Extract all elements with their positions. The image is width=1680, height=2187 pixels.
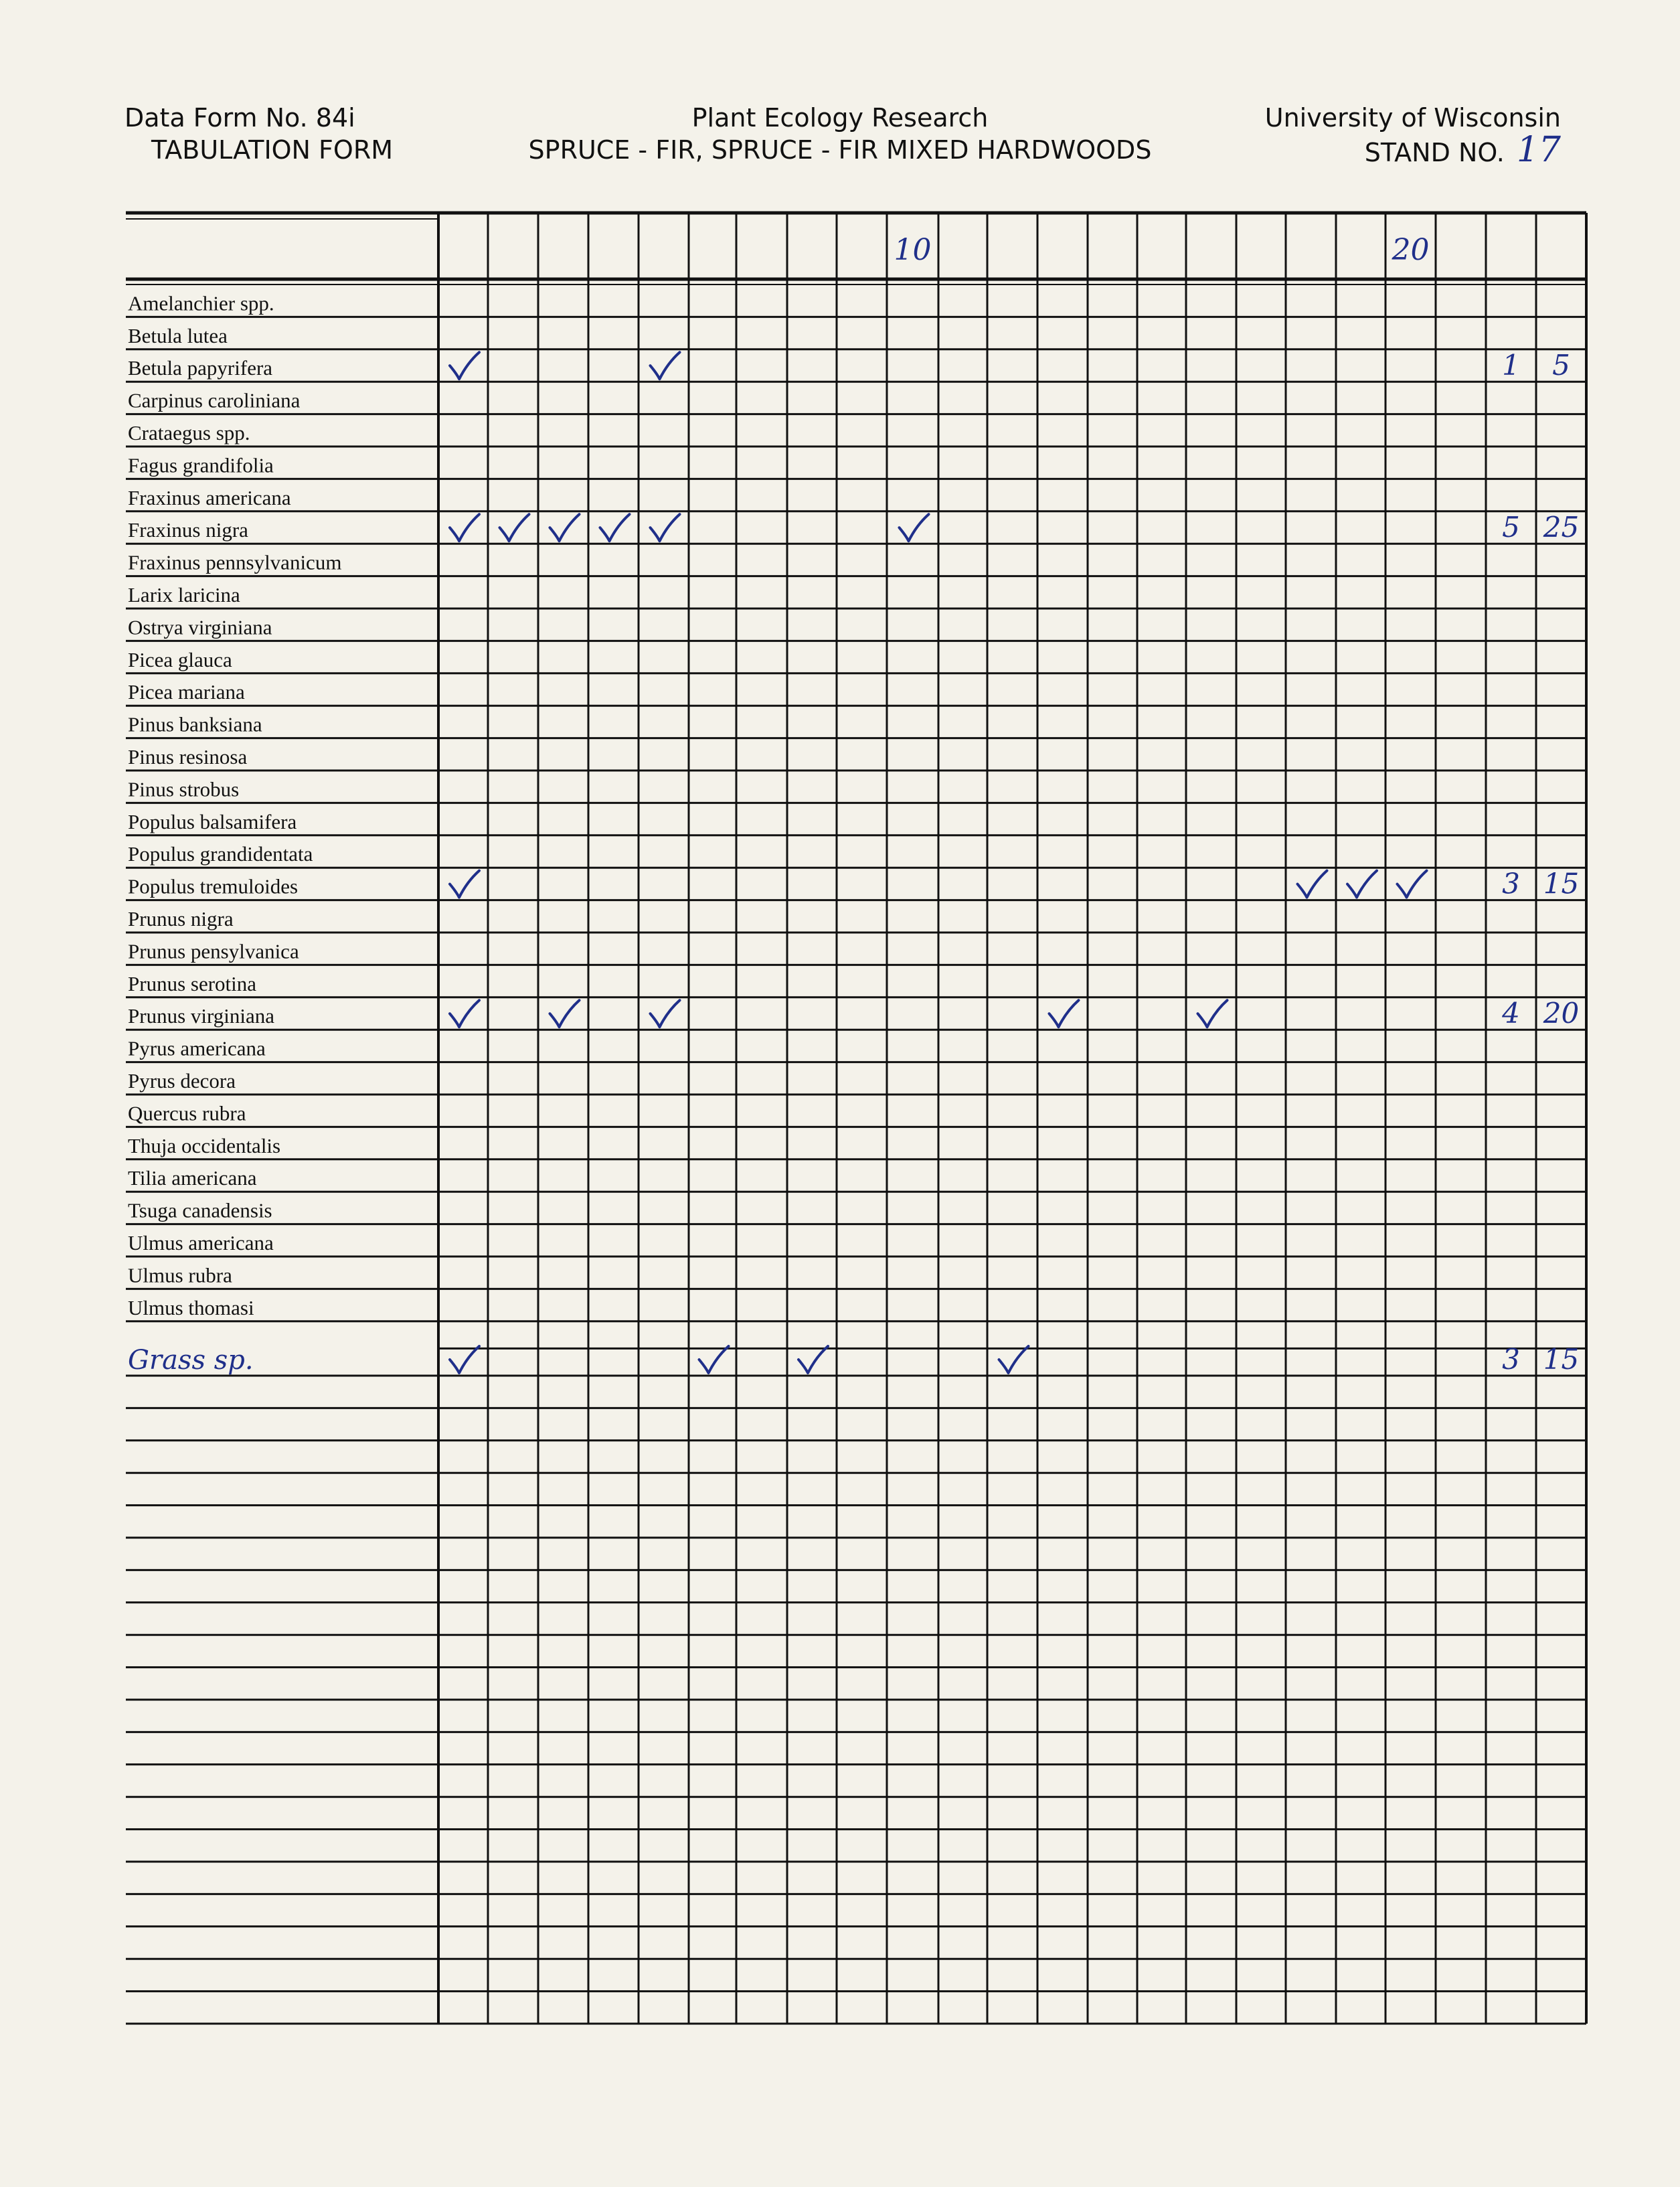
species-name: Grass sp. (128, 1345, 254, 1376)
check-mark (450, 1346, 479, 1373)
species-name: Prunus virginiana (128, 1004, 274, 1028)
table-row (128, 1069, 236, 1092)
species-name: Pyrus americana (128, 1036, 266, 1060)
species-name: Prunus serotina (128, 971, 257, 995)
table-row (128, 349, 1570, 382)
table-row (128, 745, 247, 768)
table-row (128, 511, 1579, 544)
check-mark (550, 514, 580, 541)
column-marker-20: 20 (1392, 233, 1430, 267)
tally-count: 3 (1502, 1343, 1520, 1376)
table-row (128, 486, 291, 509)
table-row (128, 1296, 254, 1319)
table-row (128, 997, 1579, 1030)
check-mark (699, 1346, 729, 1373)
tally-count: 3 (1502, 867, 1520, 900)
institution-name: University of Wisconsin (1264, 103, 1561, 133)
check-mark (1347, 871, 1377, 898)
table-row (128, 421, 250, 444)
table-row (128, 1166, 257, 1190)
species-name: Thuja occidentalis (128, 1133, 281, 1157)
species-name: Betula papyrifera (128, 356, 273, 380)
species-name: Amelanchier spp. (128, 291, 274, 315)
table-row (128, 972, 256, 995)
species-name: Quercus rubra (128, 1101, 246, 1125)
frequency-percent: 15 (1543, 1343, 1580, 1376)
table-row (128, 842, 313, 866)
species-name: Pinus strobus (128, 777, 240, 801)
table-row (128, 907, 234, 930)
tally-count: 4 (1502, 997, 1520, 1030)
species-name: Fraxinus pennsylvanicum (128, 550, 342, 574)
frequency-percent: 15 (1543, 867, 1580, 900)
species-name: Pyrus decora (128, 1069, 236, 1092)
species-name: Fraxinus americana (128, 485, 291, 509)
species-name: Tilia americana (128, 1166, 257, 1190)
form-number: Data Form No. 84i (124, 103, 355, 133)
table-row (128, 615, 272, 639)
table-row (128, 1263, 232, 1287)
table-row (128, 583, 240, 606)
table-row (128, 1134, 280, 1157)
table-row (128, 1231, 274, 1254)
species-name: Ulmus americana (128, 1231, 274, 1254)
forest-type-title: SPRUCE - FIR, SPRUCE - FIR MIXED HARDWOODS (528, 135, 1152, 165)
species-name: Ulmus thomasi (128, 1295, 254, 1319)
species-name: Ulmus rubra (128, 1263, 232, 1287)
check-mark (450, 1000, 479, 1027)
check-mark (450, 871, 479, 898)
species-name: Tsuga canadensis (128, 1198, 272, 1222)
species-name: Prunus nigra (128, 907, 234, 930)
table-row (128, 777, 239, 801)
species-name: Carpinus caroliniana (128, 388, 301, 412)
species-name: Fraxinus nigra (128, 518, 248, 542)
check-mark (1198, 1000, 1228, 1027)
check-mark (1049, 1000, 1079, 1027)
species-name: Pinus banksiana (128, 712, 262, 736)
check-mark (1298, 871, 1327, 898)
frequency-percent: 25 (1543, 511, 1580, 544)
species-name: Populus grandidentata (128, 842, 313, 866)
check-mark (1398, 871, 1427, 898)
species-name: Pinus resinosa (128, 745, 248, 768)
species-name: Larix laricina (128, 583, 240, 606)
check-mark (999, 1346, 1029, 1373)
species-name: Picea mariana (128, 680, 245, 704)
table-row (128, 1037, 266, 1060)
check-mark (651, 514, 680, 541)
frequency-percent: 20 (1543, 997, 1580, 1030)
table-row (128, 680, 245, 704)
check-mark (651, 352, 680, 379)
table-row (128, 713, 262, 736)
table-row (128, 389, 301, 412)
frequency-percent: 5 (1552, 349, 1570, 382)
species-name: Ostrya virginiana (128, 615, 272, 639)
species-name: Betula lutea (128, 323, 228, 347)
tally-count: 1 (1502, 349, 1520, 382)
table-row (128, 291, 274, 315)
tally-count: 5 (1502, 511, 1520, 544)
table-row (128, 810, 297, 833)
check-mark (651, 1000, 680, 1027)
species-name: Populus tremuloides (128, 874, 299, 898)
check-mark (600, 514, 630, 541)
table-row (128, 1101, 246, 1125)
check-mark (500, 514, 529, 541)
column-marker-10: 10 (894, 233, 932, 267)
table-row (128, 939, 299, 963)
table-row (128, 868, 1579, 900)
check-mark (450, 514, 479, 541)
table-row (128, 551, 341, 574)
table-row (128, 324, 228, 347)
species-name: Crataegus spp. (128, 421, 250, 444)
project-title: Plant Ecology Research (691, 103, 989, 133)
table-row (128, 1199, 272, 1222)
check-mark (900, 514, 929, 541)
check-mark (450, 352, 479, 379)
table-row (128, 648, 232, 671)
table-row (128, 453, 274, 477)
check-mark (550, 1000, 580, 1027)
check-mark (799, 1346, 828, 1373)
species-name: Fagus grandifolia (128, 453, 274, 477)
stand-number-value: 17 (1516, 130, 1561, 170)
stand-number-label: STAND NO. (1364, 138, 1505, 167)
species-name: Populus balsamifera (128, 809, 297, 833)
species-name: Picea glauca (128, 647, 232, 671)
form-type: TABULATION FORM (151, 135, 394, 165)
species-name: Prunus pensylvanica (128, 939, 299, 963)
